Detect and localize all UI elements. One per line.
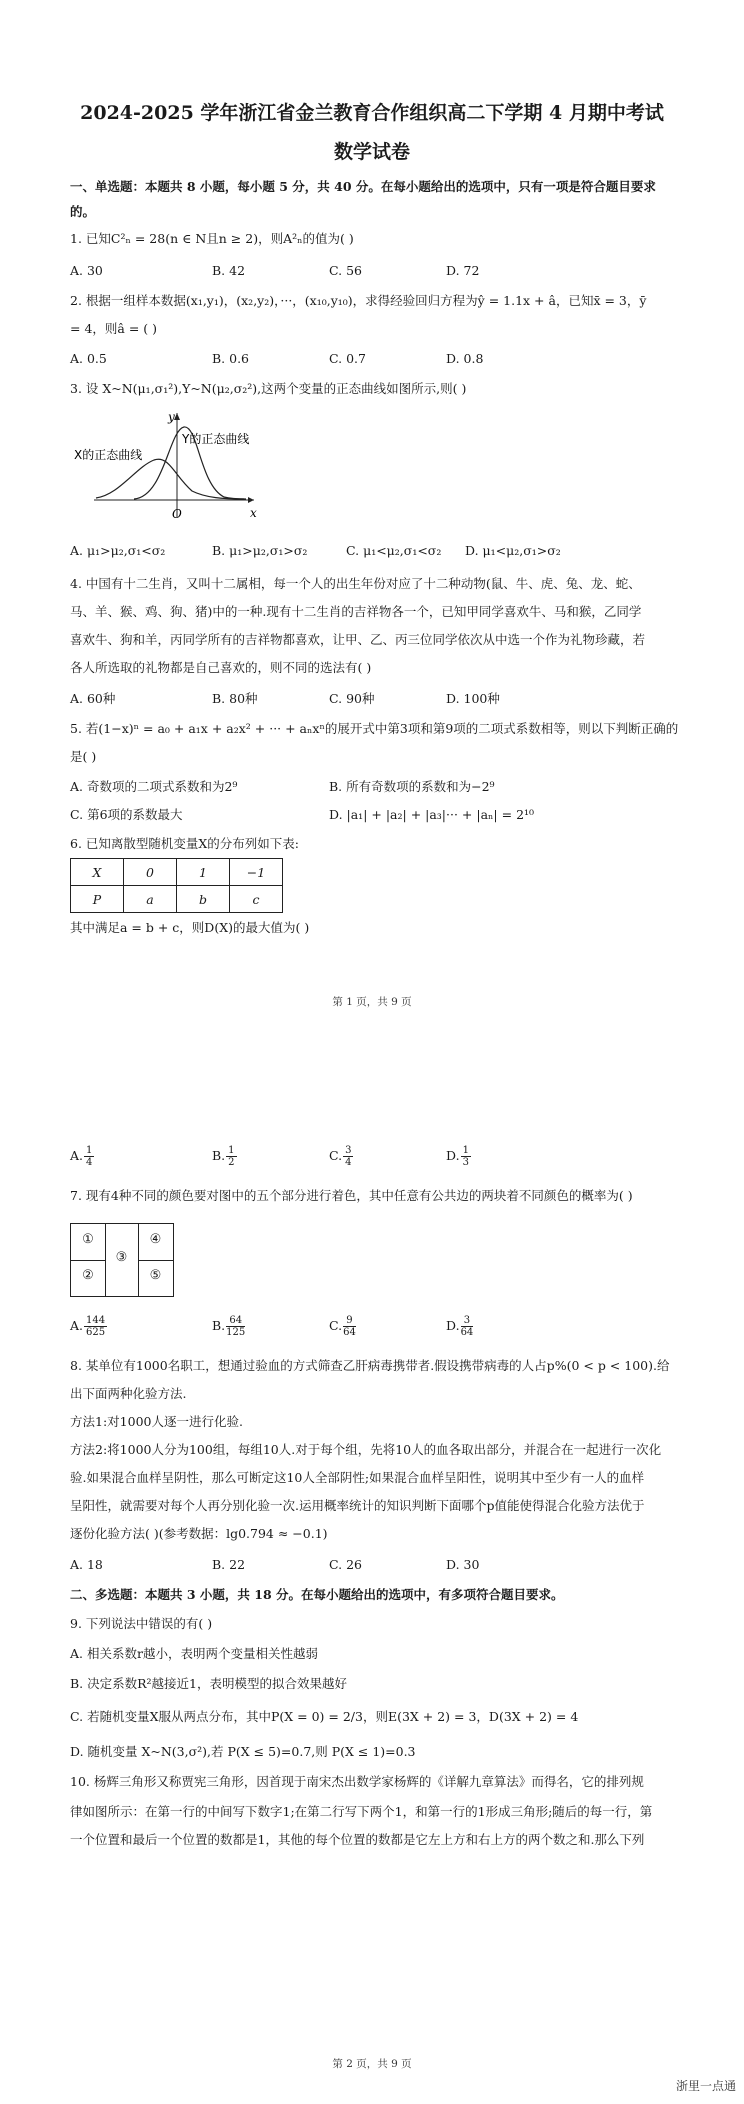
- q9-option-a[interactable]: A. 相关系数r越小，表明两个变量相关性越弱: [70, 1646, 318, 1661]
- q1-option-a[interactable]: A. 30: [70, 263, 103, 278]
- q4-option-c[interactable]: C. 90种: [329, 691, 375, 706]
- option-letter: A.: [70, 1318, 84, 1333]
- q7-option-d[interactable]: [446, 1315, 474, 1338]
- fraction: [461, 1315, 474, 1338]
- q7-stem: 7. 现有4种不同的颜色要对图中的五个部分进行着色，其中任意有公共边的两块着不同颜色的概率为( ): [70, 1188, 633, 1203]
- table-cell: 0: [124, 859, 177, 886]
- option-letter: D.: [446, 1148, 460, 1163]
- normal-curves-figure: [74, 405, 260, 523]
- x-axis-arrow: [248, 497, 254, 503]
- fraction-num: 3: [345, 1145, 352, 1156]
- option-letter: B.: [212, 1318, 226, 1333]
- section2-heading: 二、多选题：本题共 3 小题，共 18 分。在每小题给出的选项中，有多项符合题目要求。: [70, 1587, 564, 1602]
- x-curve-label: X的正态曲线: [74, 448, 143, 462]
- q5-stem: 5. 若(1−x)ⁿ = a₀ + a₁x + a₂x² + ··· + aₙxⁿ的展开式中第3项和第9项的二项式系数相等，则以下判断正确的: [70, 721, 679, 736]
- q3-stem: 3. 设 X~N(μ₁,σ₁²),Y~N(μ₂,σ₂²),这两个变量的正态曲线如图所示,则( ): [70, 381, 467, 396]
- fraction-den: 2: [228, 1157, 235, 1168]
- fraction-den: 3: [462, 1157, 469, 1168]
- q4-option-b[interactable]: B. 80种: [212, 691, 258, 706]
- q7-option-b[interactable]: [212, 1315, 246, 1338]
- q6-option-d[interactable]: [446, 1145, 472, 1168]
- q2-option-c[interactable]: C. 0.7: [329, 351, 366, 366]
- fraction-num: 144: [86, 1315, 106, 1326]
- q4-line-1: 4. 中国有十二生肖，又叫十二属相，每一个人的出生年份对应了十二种动物(鼠、牛、虎、兔、龙、蛇、: [70, 576, 641, 591]
- q6-option-c[interactable]: [329, 1145, 354, 1168]
- region-2: ②: [82, 1268, 94, 1283]
- y-axis-arrow: [174, 413, 180, 420]
- fraction-den: 625: [86, 1327, 106, 1338]
- q1-option-b[interactable]: B. 42: [212, 263, 246, 278]
- q10-line-2: 律如图所示：在第一行的中间写下数字1;在第二行写下两个1，和第一行的1形成三角形;随后的每一行，第: [70, 1804, 653, 1819]
- q7-option-c[interactable]: [329, 1315, 357, 1338]
- q3-option-c[interactable]: C. μ₁<μ₂,σ₁<σ₂: [346, 543, 442, 558]
- table-cell: a: [124, 886, 177, 913]
- region-1: ①: [82, 1232, 94, 1247]
- fraction-den: 64: [343, 1327, 356, 1338]
- q8-option-c[interactable]: C. 26: [329, 1557, 362, 1572]
- table-cell: 1: [177, 859, 230, 886]
- fraction-num: 3: [461, 1315, 474, 1327]
- fraction-den: 4: [86, 1157, 93, 1168]
- q1-option-c[interactable]: C. 56: [329, 263, 362, 278]
- y-curve-label: Y的正态曲线: [182, 432, 250, 446]
- fraction: [343, 1145, 353, 1168]
- q10-line-3: 一个位置和最后一个位置的数都是1，其他的每个位置的数都是它左上方和右上方的两个数之和.那么下列: [70, 1832, 645, 1847]
- q9-option-c[interactable]: C. 若随机变量X服从两点分布，其中P(X = 0) = 2/3，则E(3X + 2) = 3，D(3X + 2) = 4: [70, 1709, 579, 1724]
- page-footer-2: 第 2 页，共 9 页: [332, 2058, 412, 2070]
- exam-subtitle: 数学试卷: [333, 141, 410, 163]
- q8-line-5: 验.如果混合血样呈阴性，那么可断定这10人全部阴性;如果混合血样呈阳性，说明其中至少有一人的血样: [70, 1470, 645, 1485]
- q8-option-d[interactable]: D. 30: [446, 1557, 480, 1572]
- q6-option-a[interactable]: [70, 1145, 95, 1168]
- q1-option-d[interactable]: D. 72: [446, 263, 480, 278]
- fraction-den: 4: [345, 1157, 352, 1168]
- option-letter: D.: [446, 1318, 460, 1333]
- fraction-den: 125: [226, 1327, 246, 1338]
- region-5: ⑤: [149, 1268, 162, 1283]
- table-cell: X: [71, 859, 124, 886]
- q6-stem: 6. 已知离散型随机变量X的分布列如下表:: [70, 836, 300, 851]
- section1-heading-cont: 的。: [70, 204, 96, 219]
- region-4: ④: [149, 1232, 162, 1247]
- q4-line-2: 马、羊、猴、鸡、狗、猪)中的一种.现有十二生肖的吉祥物各一个，已知甲同学喜欢牛、马和猴，乙同学: [70, 604, 642, 619]
- q3-option-b[interactable]: B. μ₁>μ₂,σ₁>σ₂: [212, 543, 308, 558]
- q3-option-a[interactable]: A. μ₁>μ₂,σ₁<σ₂: [70, 543, 166, 558]
- table-cell: c: [230, 886, 283, 913]
- fraction-den: 64: [460, 1327, 474, 1338]
- fraction-num: 1: [228, 1145, 235, 1156]
- q8-option-b[interactable]: B. 22: [212, 1557, 246, 1572]
- fraction: [84, 1145, 94, 1168]
- watermark: 浙里一点通: [675, 2079, 736, 2093]
- region-3: ③: [115, 1250, 128, 1265]
- fraction: [461, 1145, 471, 1168]
- q2-stem: 2. 根据一组样本数据(x₁,y₁)，(x₂,y₂)，···，(x₁₀,y₁₀)，求得经验回归方程为ŷ = 1.1x + â，已知x̄ = 3，ȳ: [70, 293, 647, 308]
- option-letter: C.: [329, 1148, 343, 1163]
- q8-line-7: 逐份化验方法( )(参考数据：lg0.794 ≈ −0.1): [70, 1526, 328, 1541]
- table-cell: P: [71, 886, 124, 913]
- q8-option-a[interactable]: A. 18: [70, 1557, 103, 1572]
- y-axis-label: y: [168, 410, 175, 424]
- q6-condition: 其中满足a = b + c，则D(X)的最大值为( ): [70, 920, 310, 935]
- q8-line-2: 出下面两种化验方法.: [70, 1386, 187, 1401]
- fraction: [226, 1315, 245, 1338]
- q5-option-c[interactable]: C. 第6项的系数最大: [70, 807, 183, 822]
- q5-stem-cont: 是( ): [70, 749, 97, 764]
- q5-option-b[interactable]: B. 所有奇数项的系数和为−2⁹: [329, 779, 495, 794]
- x-normal-curve: [96, 459, 244, 499]
- q6-option-b[interactable]: [212, 1145, 238, 1168]
- table-row: [71, 859, 283, 886]
- exam-title: 2024-2025 学年浙江省金兰教育合作组织高二下学期 4 月期中考试: [80, 102, 664, 124]
- q9-stem: 9. 下列说法中错误的有( ): [70, 1616, 213, 1631]
- option-letter: A.: [70, 1148, 84, 1163]
- q10-line-1: 10. 杨辉三角形又称贾宪三角形，因首现于南宋杰出数学家杨辉的《详解九章算法》而得名，它的排列规: [70, 1774, 644, 1789]
- fraction-num: 64: [226, 1315, 245, 1327]
- q2-option-b[interactable]: B. 0.6: [212, 351, 250, 366]
- option-letter: C.: [329, 1318, 343, 1333]
- section1-heading: 一、单选题：本题共 8 小题，每小题 5 分，共 40 分。在每小题给出的选项中，只有一项是符合题目要求: [70, 179, 656, 194]
- q9-option-d[interactable]: D. 随机变量 X~N(3,σ²),若 P(X ≤ 5)=0.7,则 P(X ≤ 1)=0.3: [70, 1744, 416, 1759]
- q2-option-d[interactable]: D. 0.8: [446, 351, 484, 366]
- q3-option-d[interactable]: D. μ₁<μ₂,σ₁>σ₂: [465, 543, 561, 558]
- page-footer-1: 第 1 页，共 9 页: [332, 996, 412, 1008]
- q4-option-a[interactable]: A. 60种: [70, 691, 116, 706]
- fraction-num: 1: [86, 1145, 93, 1156]
- q5-option-a[interactable]: A. 奇数项的二项式系数和为2⁹: [70, 779, 238, 794]
- q4-option-d[interactable]: D. 100种: [446, 691, 500, 706]
- fraction: [226, 1145, 236, 1168]
- distribution-table: [70, 858, 283, 913]
- table-cell: −1: [230, 859, 283, 886]
- q4-line-4: 各人所选取的礼物都是自己喜欢的，则不同的选法有( ): [70, 660, 372, 675]
- coloring-diagram: [70, 1223, 174, 1297]
- q9-option-b[interactable]: B. 决定系数R²越接近1，表明模型的拟合效果越好: [70, 1676, 348, 1691]
- option-letter: B.: [212, 1148, 226, 1163]
- fraction: [84, 1315, 107, 1338]
- q8-line-6: 呈阳性，就需要对每个人再分别化验一次.运用概率统计的知识判断下面哪个p值能使得混合化验方法优于: [70, 1498, 645, 1513]
- q1-stem: 1. 已知C²ₙ = 28(n ∈ N且n ≥ 2)，则A²ₙ的值为( ): [70, 231, 354, 246]
- fraction: [343, 1315, 356, 1338]
- q7-option-a[interactable]: [70, 1315, 108, 1338]
- x-axis-label: x: [250, 506, 257, 520]
- q4-line-3: 喜欢牛、狗和羊，丙同学所有的吉祥物都喜欢，让甲、乙、丙三位同学依次从中选一个作为礼物珍藏，若: [70, 632, 646, 647]
- table-cell: b: [177, 886, 230, 913]
- q2-option-a[interactable]: A. 0.5: [70, 351, 107, 366]
- q2-stem-cont: = 4，则â = ( ): [70, 321, 157, 336]
- q8-line-4: 方法2:将1000人分为100组，每组10人.对于每个组，先将10人的血各取出部分，并混合在一起进行一次化: [70, 1442, 662, 1457]
- fraction-num: 1: [462, 1145, 469, 1156]
- origin-label: O: [172, 507, 182, 521]
- q8-line-1: 8. 某单位有1000名职工，想通过验血的方式筛查乙肝病毒携带者.假设携带病毒的人占p%(0 < p < 100).给: [70, 1358, 670, 1373]
- q5-option-d[interactable]: D. |a₁| + |a₂| + |a₃|··· + |aₙ| = 2¹⁰: [329, 807, 535, 822]
- q8-line-3: 方法1:对1000人逐一进行化验.: [70, 1414, 243, 1429]
- table-row: [71, 886, 283, 913]
- fraction-num: 9: [343, 1315, 356, 1327]
